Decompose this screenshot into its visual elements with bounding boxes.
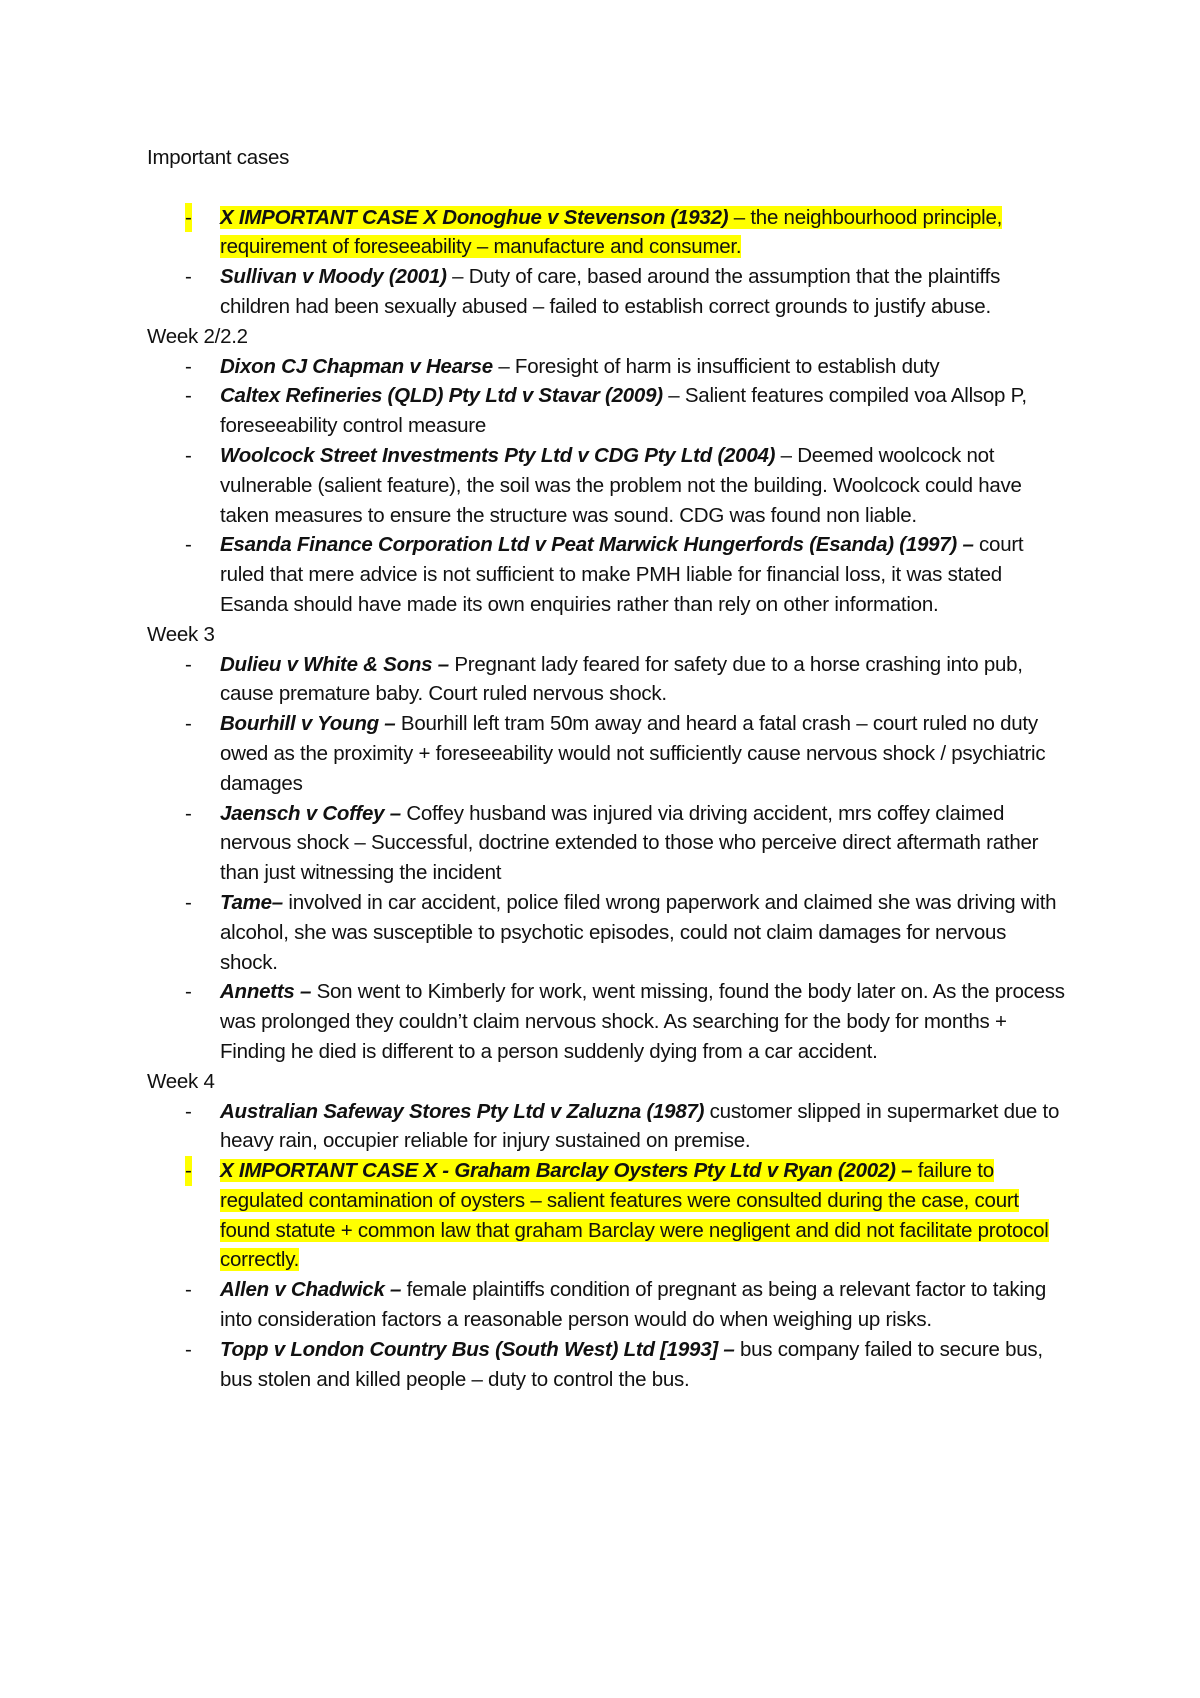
case-summary: Deemed woolcock not vulnerable (salient feature), the soil was the problem not the building. Woolcock could have taken measures to ensure the structure was sound. CDG was found non liable. xyxy=(220,443,1022,527)
document-title: Important cases xyxy=(147,146,290,169)
case-name: Jaensch v Coffey – xyxy=(220,801,401,825)
sections-container xyxy=(147,203,1067,1395)
bullet-dash: - xyxy=(185,801,192,825)
section-heading: Week 4 xyxy=(147,1069,215,1093)
case-name: Dixon CJ Chapman v Hearse xyxy=(220,354,493,378)
case-list-item xyxy=(147,352,1067,382)
entry-text xyxy=(220,802,1038,885)
case-name: Annetts – xyxy=(220,980,312,1004)
case-list xyxy=(147,203,1067,322)
case-name: Dulieu v White & Sons – xyxy=(220,652,449,676)
case-summary: court ruled that mere advice is not sufficient to make PMH liable for financial loss, it was stated Esanda should have made its own enquiries rather than rely on other information. xyxy=(220,533,1024,616)
bullet-dash: - xyxy=(185,443,192,467)
case-name: Allen v Chadwick – xyxy=(220,1278,402,1302)
case-list xyxy=(147,352,1067,620)
bullet-dash: - xyxy=(185,980,192,1004)
case-name: Australian Safeway Stores Pty Ltd v Zaluzna (1987) xyxy=(220,1099,705,1123)
bullet-dash: - xyxy=(185,203,192,233)
case-summary: Foresight of harm is insufficient to establish duty xyxy=(514,354,940,378)
case-name: Bourhill v Young – xyxy=(220,712,396,736)
case-name: Esanda Finance Corporation Ltd v Peat Marwick Hungerfords (Esanda) (1997) – xyxy=(220,533,974,557)
highlighted-entry xyxy=(220,1159,1049,1271)
entry-text xyxy=(220,444,1022,527)
case-list-item xyxy=(147,441,1067,530)
bullet-dash: - xyxy=(185,890,192,914)
bullet-dash: - xyxy=(185,265,192,289)
case-list-item xyxy=(147,1156,1067,1275)
case-summary: failure to regulated contamination of oysters – salient features were consulted during the case, court found statute + common law that graham Barclay were negligent and did not facilitate protocol correctly. xyxy=(220,1159,1049,1272)
case-list-item xyxy=(147,1097,1067,1157)
entry-text xyxy=(220,712,1045,795)
case-list-item xyxy=(147,888,1067,977)
entry-text xyxy=(220,265,1000,318)
case-list-item xyxy=(147,799,1067,888)
case-separator: – xyxy=(446,265,469,289)
bullet-dash: - xyxy=(185,1278,192,1302)
bullet-dash: - xyxy=(185,1337,192,1361)
bullet-dash: - xyxy=(185,652,192,676)
bullet-dash: - xyxy=(185,1156,192,1186)
entry-text xyxy=(220,1278,1046,1331)
entry-text xyxy=(220,1100,1059,1153)
case-list xyxy=(147,650,1067,1067)
case-summary: female plaintiffs condition of pregnant as being a relevant factor to taking into consideration factors a reasonable person would do when weighing up risks. xyxy=(220,1278,1046,1332)
case-name: Tame– xyxy=(220,890,283,914)
case-list-item xyxy=(147,709,1067,798)
case-name: Sullivan v Moody (2001) xyxy=(220,265,447,289)
bullet-dash: - xyxy=(185,712,192,736)
case-summary: Pregnant lady feared for safety due to a horse crashing into pub, cause premature baby. Court ruled nervous shock. xyxy=(220,652,1023,706)
document-body xyxy=(147,143,1067,1394)
section-heading: Week 2/2.2 xyxy=(147,324,248,348)
case-separator: – xyxy=(728,205,751,229)
entry-text xyxy=(220,980,1065,1063)
bullet-dash: - xyxy=(185,533,192,557)
blank-line xyxy=(147,173,1067,203)
case-list-item xyxy=(147,1335,1067,1395)
case-name: X IMPORTANT CASE X - Graham Barclay Oysters Pty Ltd v Ryan (2002) – xyxy=(220,1159,913,1183)
case-summary: Coffey husband was injured via driving accident, mrs coffey claimed nervous shock – Successful, doctrine extended to those who perceive direct aftermath rather than just witnessing the incident xyxy=(220,801,1039,885)
case-name: Caltex Refineries (QLD) Pty Ltd v Stavar (2009) xyxy=(220,384,663,408)
bullet-dash: - xyxy=(185,354,192,378)
case-summary: Salient features compiled voa Allsop P, foreseeability control measure xyxy=(220,384,1027,438)
bullet-dash: - xyxy=(185,1099,192,1123)
case-name: Woolcock Street Investments Pty Ltd v CDG Pty Ltd (2004) xyxy=(220,443,776,467)
case-summary: the neighbourhood principle, requirement of foreseeability – manufacture and consumer. xyxy=(220,205,1003,259)
case-summary: bus company failed to secure bus, bus stolen and killed people – duty to control the bus. xyxy=(220,1337,1043,1391)
case-name: Topp v London Country Bus (South West) Ltd [1993] – xyxy=(220,1337,735,1361)
case-list-item xyxy=(147,977,1067,1066)
entry-text xyxy=(220,891,1056,974)
case-summary: Duty of care, based around the assumption that the plaintiffs children had been sexually abused – failed to establish correct grounds to justify abuse. xyxy=(220,265,1001,318)
case-list-item xyxy=(147,1275,1067,1335)
case-separator: – xyxy=(492,354,515,378)
entry-text xyxy=(220,384,1027,437)
case-list-item xyxy=(147,530,1067,619)
entry-text xyxy=(220,533,1023,616)
entry-text xyxy=(220,653,1023,706)
case-summary: customer slipped in supermarket due to heavy rain, occupier reliable for injury sustained on premise. xyxy=(220,1099,1060,1153)
case-summary: Bourhill left tram 50m away and heard a fatal crash – court ruled no duty owed as the proximity + foreseeability would not sufficiently cause nervous shock / psychiatric damages xyxy=(220,712,1046,795)
case-separator: – xyxy=(662,384,685,408)
case-list xyxy=(147,1097,1067,1395)
case-list-item xyxy=(147,650,1067,710)
highlighted-entry xyxy=(220,206,1002,259)
case-list-item xyxy=(147,381,1067,441)
case-separator: – xyxy=(775,443,798,467)
case-summary: involved in car accident, police filed wrong paperwork and claimed she was driving with alcohol, she was susceptible to psychotic episodes, could not claim damages for nervous shock. xyxy=(220,890,1057,974)
case-summary: Son went to Kimberly for work, went missing, found the body later on. As the process was prolonged they couldn’t claim nervous shock. As searching for the body for months + Finding he died is different to a person suddenly dying from a car accident. xyxy=(220,980,1065,1063)
case-list-item xyxy=(147,262,1067,322)
bullet-dash: - xyxy=(185,384,192,408)
entry-text xyxy=(220,355,939,378)
section-heading: Week 3 xyxy=(147,622,215,646)
case-name: X IMPORTANT CASE X Donoghue v Stevenson (1932) xyxy=(220,205,729,229)
entry-text xyxy=(220,1338,1043,1391)
case-list-item xyxy=(147,203,1067,263)
